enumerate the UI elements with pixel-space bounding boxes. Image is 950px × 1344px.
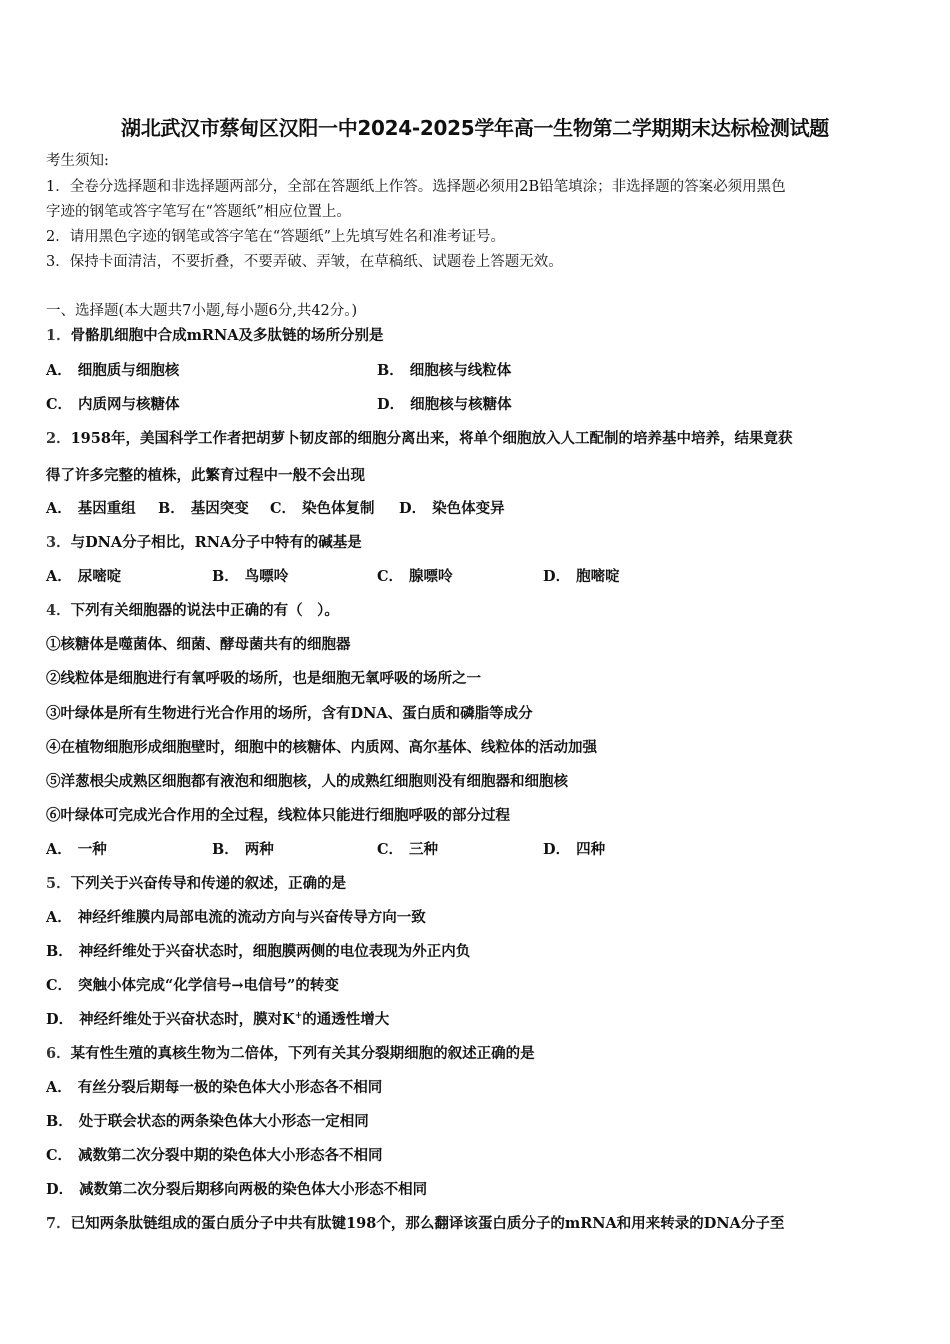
q2-option-c[interactable]: C． 染色体复制 [270, 500, 375, 517]
question-number: 6． [46, 1045, 71, 1062]
notice-item: 1．全卷分选择题和非选择题两部分，全部在答题纸上作答。选择题必须用2B铅笔填涂；非选择题的答案必须用黑色 [46, 179, 786, 195]
q3-option-d[interactable]: D． 胞嘧啶 [543, 568, 620, 585]
question-text: 骨骼肌细胞中合成mRNA及多肽链的场所分别是 [70, 327, 384, 344]
page-title: 湖北武汉市蔡甸区汉阳一中2024-2025学年高一生物第二学期期末达标检测试题 [121, 116, 829, 140]
question-6-stem [46, 1044, 535, 1064]
question-3-stem [46, 533, 362, 553]
q3-option-b[interactable]: B． 鸟嘌呤 [212, 568, 289, 585]
question-text: 与DNA分子相比，RNA分子中特有的碱基是 [70, 534, 362, 551]
question-1-stem [46, 326, 384, 346]
q3-option-c[interactable]: C． 腺嘌呤 [377, 568, 453, 585]
q1-option-d[interactable]: D． 细胞核与核糖体 [377, 396, 512, 413]
q4-statement: ⑥叶绿体可完成光合作用的全过程，线粒体只能进行细胞呼吸的部分过程 [46, 807, 510, 824]
q4-statement: ④在植物细胞形成细胞壁时，细胞中的核糖体、内质网、高尔基体、线粒体的活动加强 [46, 739, 597, 756]
question-text: 某有性生殖的真核生物为二倍体，下列有关其分裂期细胞的叙述正确的是 [70, 1045, 535, 1062]
question-number: 4． [46, 602, 71, 619]
question-7-stem [46, 1214, 784, 1234]
question-4-stem [46, 601, 339, 621]
q4-option-d[interactable]: D． 四种 [543, 841, 606, 858]
question-text: 下列有关细胞器的说法中正确的有（ ）。 [70, 602, 339, 619]
q4-option-a[interactable]: A． 一种 [46, 841, 107, 858]
q6-option-a[interactable]: A． 有丝分裂后期每一极的染色体大小形态各不相同 [46, 1079, 383, 1096]
question-text: 下列关于兴奋传导和传递的叙述，正确的是 [70, 875, 347, 892]
q4-option-b[interactable]: B． 两种 [212, 841, 274, 858]
notice-item: 2．请用黑色字迹的钢笔或答字笔在“答题纸”上先填写姓名和准考证号。 [46, 229, 506, 245]
section-heading: 一、选择题(本大题共7小题,每小题6分,共42分。) [46, 303, 358, 319]
notice-item: 字迹的钢笔或答字笔写在“答题纸”相应位置上。 [46, 204, 351, 220]
q6-option-d[interactable]: D． 减数第二次分裂后期移向两极的染色体大小形态不相同 [46, 1181, 428, 1198]
question-text: 已知两条肽链组成的蛋白质分子中共有肽键198个，那么翻译该蛋白质分子的mRNA和用来转录的DNA分子至 [70, 1215, 785, 1232]
question-number: 7． [46, 1215, 71, 1232]
q5-option-a[interactable]: A． 神经纤维膜内局部电流的流动方向与兴奋传导方向一致 [46, 909, 426, 926]
q5-option-c[interactable]: C． 突触小体完成“化学信号→电信号”的转变 [46, 977, 339, 994]
q4-statement: ③叶绿体是所有生物进行光合作用的场所，含有DNA、蛋白质和磷脂等成分 [46, 705, 533, 722]
q1-option-a[interactable]: A． 细胞质与细胞核 [46, 362, 180, 379]
question-text: 1958年，美国科学工作者把胡萝卜韧皮部的细胞分离出来，将单个细胞放入人工配制的培养基中培养，结果竟获 [70, 430, 793, 447]
question-number: 2． [46, 430, 71, 447]
q2-option-d[interactable]: D． 染色体变异 [399, 500, 505, 517]
q6-option-b[interactable]: B． 处于联会状态的两条染色体大小形态一定相同 [46, 1113, 369, 1130]
question-2-stem-cont: 得了许多完整的植株，此繁育过程中一般不会出现 [46, 467, 365, 484]
q4-statement: ②线粒体是细胞进行有氧呼吸的场所，也是细胞无氧呼吸的场所之一 [46, 670, 481, 687]
q4-statement: ⑤洋葱根尖成熟区细胞都有液泡和细胞核，人的成熟红细胞则没有细胞器和细胞核 [46, 773, 568, 790]
q5-option-d[interactable]: D． 神经纤维处于兴奋状态时，膜对K+的通透性增大 [46, 1011, 390, 1028]
q5-option-b[interactable]: B． 神经纤维处于兴奋状态时，细胞膜两侧的电位表现为外正内负 [46, 943, 471, 960]
q4-statement: ①核糖体是噬菌体、细菌、酵母菌共有的细胞器 [46, 636, 351, 653]
question-number: 3． [46, 534, 71, 551]
question-number: 5． [46, 875, 71, 892]
question-number: 1． [46, 327, 71, 344]
question-2-stem [46, 429, 792, 449]
q2-option-a[interactable]: A． 基因重组 [46, 500, 136, 517]
q2-option-b[interactable]: B． 基因突变 [158, 500, 249, 517]
notice-heading: 考生须知: [46, 153, 109, 169]
q3-option-a[interactable]: A． 尿嘧啶 [46, 568, 122, 585]
q1-option-b[interactable]: B． 细胞核与线粒体 [377, 362, 512, 379]
q4-option-c[interactable]: C． 三种 [377, 841, 439, 858]
q6-option-c[interactable]: C． 减数第二次分裂中期的染色体大小形态各不相同 [46, 1147, 383, 1164]
question-5-stem [46, 874, 346, 894]
superscript: + [294, 1011, 303, 1022]
q1-option-c[interactable]: C． 内质网与核糖体 [46, 396, 180, 413]
notice-item: 3．保持卡面清洁，不要折叠，不要弄破、弄皱，在草稿纸、试题卷上答题无效。 [46, 254, 563, 270]
